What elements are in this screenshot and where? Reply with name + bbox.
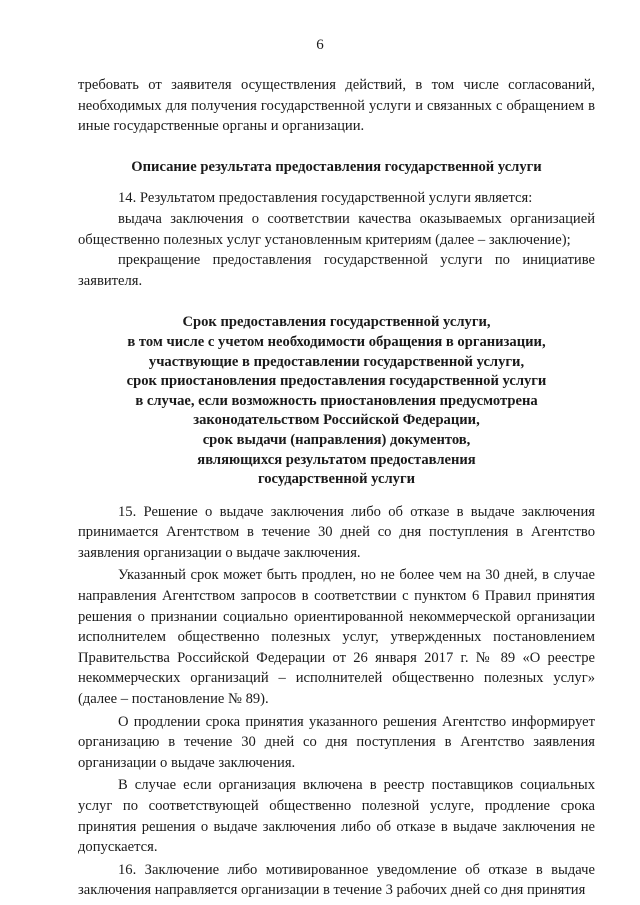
paragraph-15-a: Указанный срок может быть продлен, но не более чем на 30 дней, в случае направления Агентством запросов в соответствии с пунктом 6 Правил принятия решения о признании социально ориентированной некоммерческой организации исполнителем общественно полезных услуг, утвержденных постановлением Правительства Российской Федерации от 26 января 2017 г. № 89 «О реестре некоммерческих организаций – исполнителей общественно полезных услуг» (далее – постановление № 89). (78, 567, 595, 708)
paragraph-14-b: прекращение предоставления государственной услуги по инициативе заявителя. (78, 252, 595, 289)
page-number: 6 (316, 37, 324, 53)
paragraph-intro: требовать от заявителя осуществления действий, в том числе согласований, необходимых для получения государственной услуги и связанных с обращением в иные государственные органы и организации. (78, 77, 595, 135)
paragraph-15-c: В случае если организация включена в реестр поставщиков социальных услуг по соответствующей общественно полезной услуге, продление срока принятия решения о выдаче заключения либо об отказе в выдаче заключения не допускается. (78, 777, 595, 856)
heading-term-line: участвующие в предоставлении государственной услуги, (148, 353, 525, 370)
heading-term-line: в случае, если возможность приостановления предусмотрена (135, 392, 538, 409)
heading-term-line: государственной услуги (257, 471, 416, 488)
heading-term-line: являющихся результатом предоставления (197, 451, 476, 468)
heading-term (78, 313, 595, 489)
paragraph-15-b: О продлении срока принятия указанного решения Агентство информирует организацию в течение 30 дней со дня поступления в Агентство заявления организации о выдаче заключения. (78, 713, 595, 771)
document-body (78, 75, 595, 901)
heading-term-line: в том числе с учетом необходимости обращения в организации, (127, 333, 546, 350)
paragraph-14: 14. Результатом предоставления государственной услуги является: (118, 190, 533, 207)
heading-term-line: срок выдачи (направления) документов, (202, 431, 471, 448)
heading-result: Описание результата предоставления государственной услуги (131, 158, 542, 175)
heading-term-line: законодательством Российской Федерации, (193, 412, 480, 429)
heading-term-line: Срок предоставления государственной услуги, (182, 314, 491, 331)
heading-term-line: срок приостановления предоставления государственной услуги (126, 373, 547, 390)
paragraph-15: 15. Решение о выдаче заключения либо об отказе в выдаче заключения принимается Агентством в течение 30 дней со дня поступления в Агентство заявления организации о выдаче заключения. (78, 503, 595, 561)
paragraph-14-a: выдача заключения о соответствии качества оказываемых организацией общественно полезных услуг установленным критериям (далее – заключение); (78, 210, 595, 248)
paragraph-16: 16. Заключение либо мотивированное уведомление об отказе в выдаче заключения направляется организации в течение 3 рабочих дней со дня принятия (78, 861, 595, 899)
